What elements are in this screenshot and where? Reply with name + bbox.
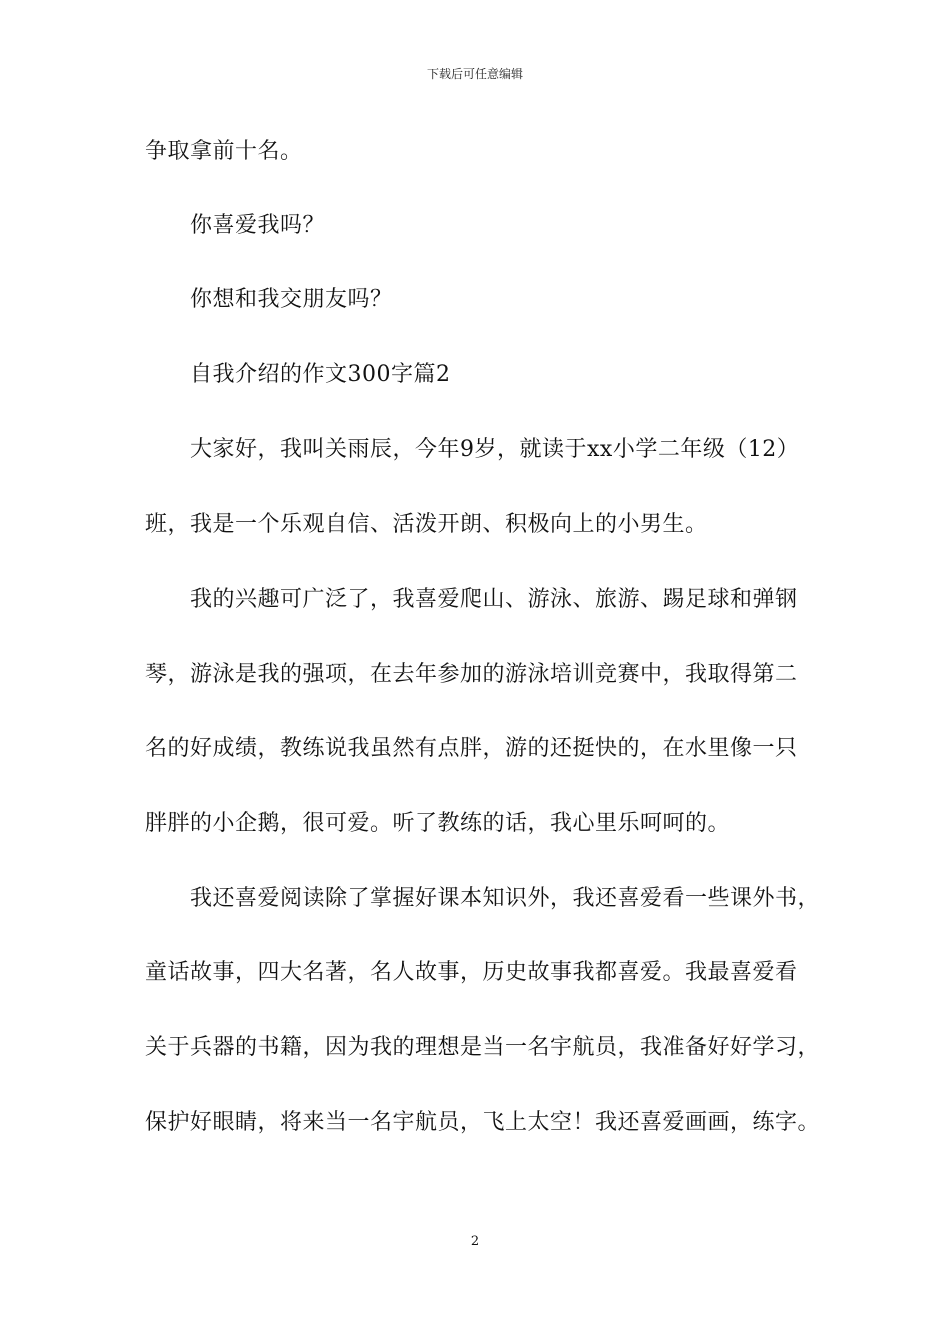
text-line: 保护好眼睛，将来当一名宇航员，飞上太空！我还喜爱画画，练字。 [145, 1110, 821, 1135]
text-line: 争取拿前十名。 [145, 139, 303, 164]
text-line: 胖胖的小企鹅，很可爱。听了教练的话，我心里乐呵呵的。 [145, 811, 731, 836]
text-line: 名的好成绩，教练说我虽然有点胖，游的还挺快的，在水里像一只 [145, 736, 798, 761]
text-line: 童话故事，四大名著，名人故事，历史故事我都喜爱。我最喜爱看 [145, 960, 798, 985]
text-line: 我还喜爱阅读除了掌握好课本知识外，我还喜爱看一些课外书， [190, 886, 821, 911]
page-header: 下载后可任意编辑 [426, 67, 523, 81]
text-line: 我的兴趣可广泛了，我喜爱爬山、游泳、旅游、踢足球和弹钢 [190, 587, 798, 612]
text-line: 大家好，我叫关雨辰，今年9岁，就读于xx小学二年级（12） [190, 437, 800, 462]
text-line: 你想和我交朋友吗？ [190, 287, 393, 312]
text-line: 你喜爱我吗？ [190, 213, 326, 238]
text-line: 琴，游泳是我的强项，在去年参加的游泳培训竞赛中，我取得第二 [145, 662, 798, 687]
text-line: 班，我是一个乐观自信、活泼开朗、积极向上的小男生。 [145, 512, 708, 537]
section-heading: 自我介绍的作文300字篇2 [190, 362, 451, 387]
text-line: 关于兵器的书籍，因为我的理想是当一名宇航员，我准备好好学习， [145, 1035, 821, 1060]
page-number: 2 [470, 1234, 480, 1249]
